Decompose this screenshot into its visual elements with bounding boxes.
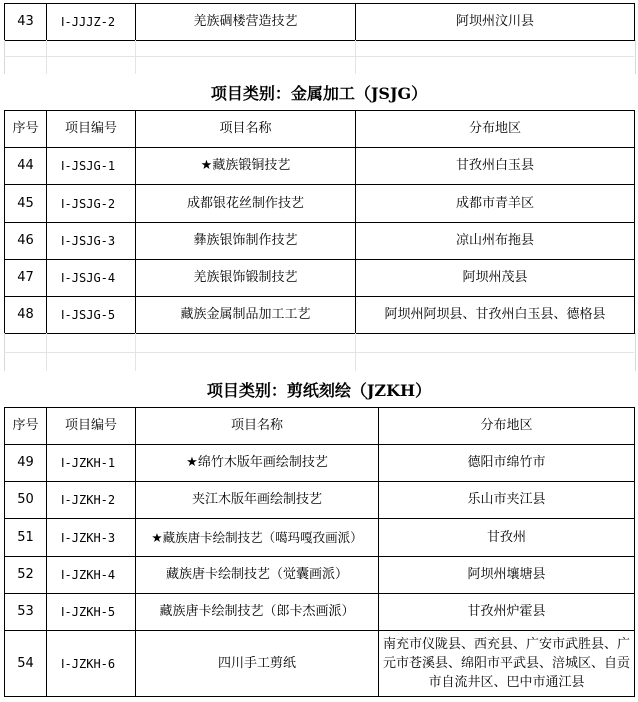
table-row xyxy=(5,594,635,631)
cell-seq: 51 xyxy=(5,519,47,557)
cell-seq: 52 xyxy=(5,557,47,594)
header-name: 项目名称 xyxy=(136,111,356,148)
cell-name: 彝族银饰制作技艺 xyxy=(136,223,356,260)
cell-region: 南充市仪陇县、西充县、广安市武胜县、广元市苍溪县、绵阳市平武县、涪城区、自贡市自流井区、巴中市通江县 xyxy=(379,631,635,697)
table-row xyxy=(5,297,635,334)
grid-line xyxy=(135,40,136,74)
cell-code: Ⅰ-JSJG-2 xyxy=(47,185,136,223)
cell-name: 藏族唐卡绘制技艺（郎卡杰画派） xyxy=(136,594,379,631)
cell-region: 甘孜州 xyxy=(379,519,635,557)
empty-row xyxy=(4,40,636,74)
header-code: 项目编号 xyxy=(47,111,136,148)
cell-seq: 46 xyxy=(5,223,47,260)
cell-region: 阿坝州汶川县 xyxy=(356,4,635,41)
cell-seq: 44 xyxy=(5,148,47,185)
table-row xyxy=(5,185,635,223)
section-title-metal: 项目类别：金属加工（JSJG） xyxy=(210,84,428,103)
cell-seq: 43 xyxy=(5,4,47,41)
cell-name: ★藏族唐卡绘制技艺（噶玛嘎孜画派） xyxy=(136,519,379,557)
header-region: 分布地区 xyxy=(379,408,635,445)
cell-seq: 48 xyxy=(5,297,47,334)
cell-seq: 50 xyxy=(5,482,47,519)
table-section-3 xyxy=(4,407,635,697)
grid-line xyxy=(355,40,356,74)
cell-code: Ⅰ-JSJG-1 xyxy=(47,148,136,185)
cell-seq: 49 xyxy=(5,445,47,482)
header-name: 项目名称 xyxy=(136,408,379,445)
cell-code: Ⅰ-JZKH-3 xyxy=(47,519,136,557)
cell-region: 阿坝州阿坝县、甘孜州白玉县、德格县 xyxy=(356,297,635,334)
table-row xyxy=(5,445,635,482)
header-seq: 序号 xyxy=(5,408,47,445)
cell-region: 德阳市绵竹市 xyxy=(379,445,635,482)
cell-seq: 45 xyxy=(5,185,47,223)
cell-name: ★绵竹木版年画绘制技艺 xyxy=(136,445,379,482)
table-row xyxy=(5,260,635,297)
cell-name: 羌族碉楼营造技艺 xyxy=(136,4,356,41)
section-title-papercut: 项目类别：剪纸刻绘（JZKH） xyxy=(206,381,432,400)
cell-name: ★藏族锻铜技艺 xyxy=(136,148,356,185)
header-code: 项目编号 xyxy=(47,408,136,445)
table-section-1 xyxy=(4,3,635,41)
table-row xyxy=(5,223,635,260)
cell-code: Ⅰ-JSJG-3 xyxy=(47,223,136,260)
cell-code: Ⅰ-JZKH-5 xyxy=(47,594,136,631)
grid-line xyxy=(4,352,634,353)
cell-name: 四川手工剪纸 xyxy=(136,631,379,697)
cell-code: Ⅰ-JSJG-4 xyxy=(47,260,136,297)
cell-code: Ⅰ-JZKH-6 xyxy=(47,631,136,697)
grid-line xyxy=(46,40,47,74)
table-row xyxy=(5,519,635,557)
header-row xyxy=(5,408,635,445)
cell-seq: 53 xyxy=(5,594,47,631)
cell-region: 阿坝州茂县 xyxy=(356,260,635,297)
header-seq: 序号 xyxy=(5,111,47,148)
cell-name: 藏族唐卡绘制技艺（觉囊画派） xyxy=(136,557,379,594)
table-row xyxy=(5,557,635,594)
cell-name: 成都银花丝制作技艺 xyxy=(136,185,356,223)
table-row xyxy=(5,631,635,697)
cell-name: 藏族金属制品加工工艺 xyxy=(136,297,356,334)
cell-region: 甘孜州白玉县 xyxy=(356,148,635,185)
cell-code: Ⅰ-JZKH-2 xyxy=(47,482,136,519)
table-section-2 xyxy=(4,110,635,334)
cell-region: 凉山州布拖县 xyxy=(356,223,635,260)
cell-code: Ⅰ-JJJZ-2 xyxy=(47,4,136,41)
cell-region: 乐山市夹江县 xyxy=(379,482,635,519)
table-row xyxy=(5,148,635,185)
table-row xyxy=(5,4,635,41)
cell-region: 阿坝州壤塘县 xyxy=(379,557,635,594)
cell-name: 羌族银饰锻制技艺 xyxy=(136,260,356,297)
grid-line xyxy=(4,56,634,57)
header-region: 分布地区 xyxy=(356,111,635,148)
cell-region: 甘孜州炉霍县 xyxy=(379,594,635,631)
cell-region: 成都市青羊区 xyxy=(356,185,635,223)
cell-code: Ⅰ-JSJG-5 xyxy=(47,297,136,334)
cell-seq: 47 xyxy=(5,260,47,297)
cell-code: Ⅰ-JZKH-1 xyxy=(47,445,136,482)
cell-code: Ⅰ-JZKH-4 xyxy=(47,557,136,594)
table-row xyxy=(5,482,635,519)
header-row xyxy=(5,111,635,148)
cell-seq: 54 xyxy=(5,631,47,697)
cell-name: 夹江木版年画绘制技艺 xyxy=(136,482,379,519)
